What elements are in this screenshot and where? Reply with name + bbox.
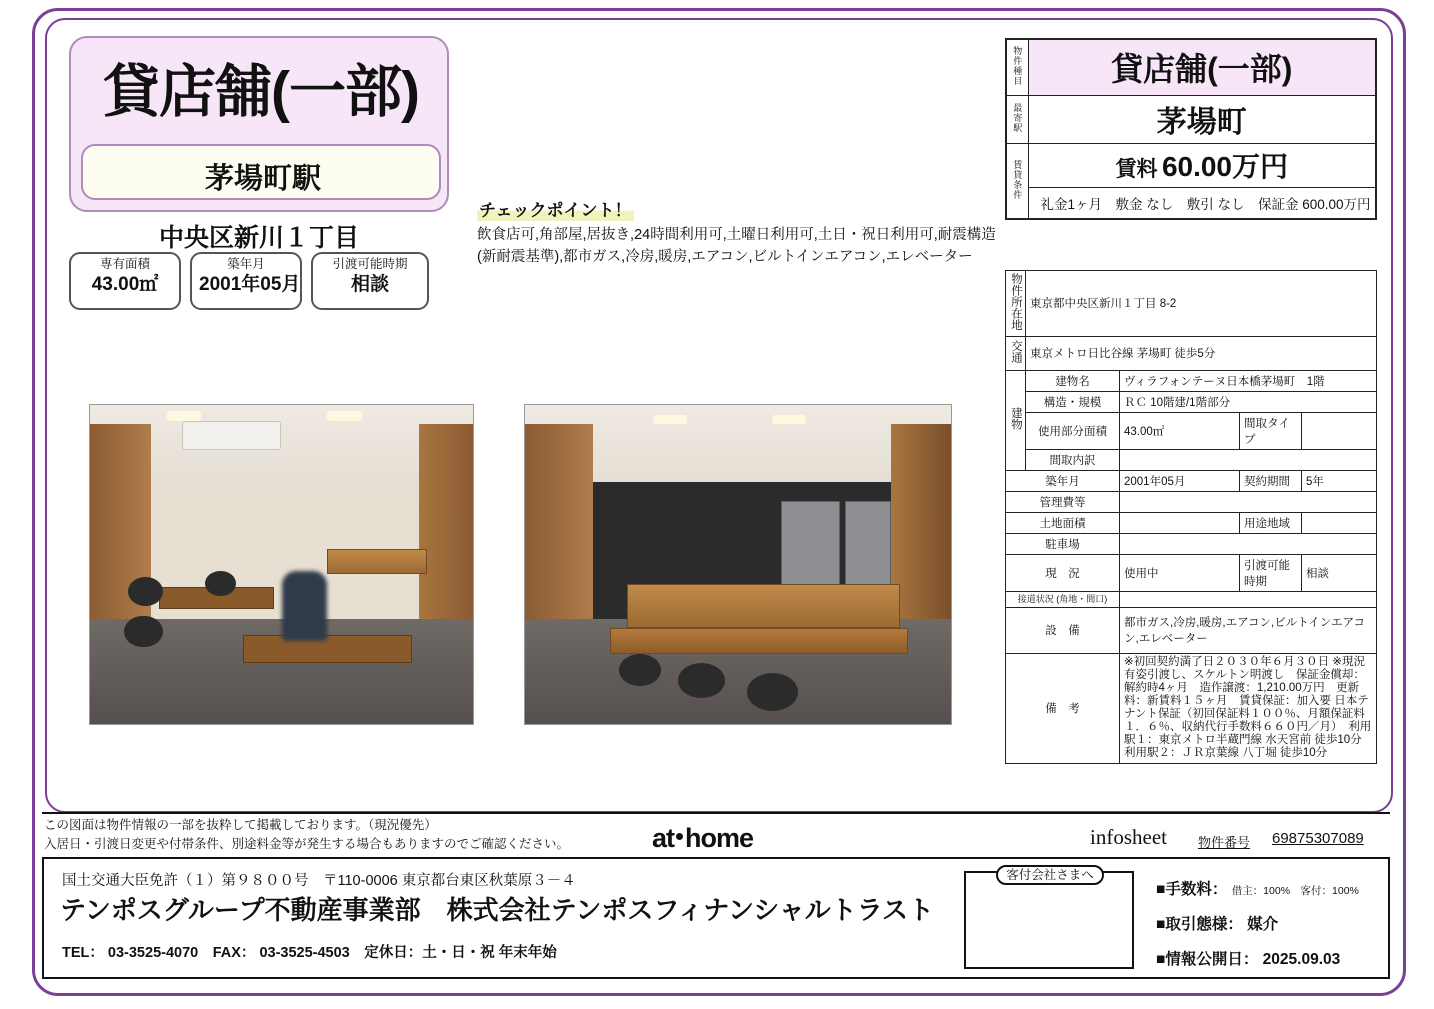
summary-value-rent: [1028, 143, 1376, 187]
summary-row-type: [1006, 39, 1376, 95]
detail-value-layout-type: [1302, 412, 1377, 449]
address-short: 中央区新川１丁目: [158, 224, 359, 252]
fee-publish-label: ■情報公開日： 2025.09.03: [1156, 951, 1341, 968]
detail-label-parking: 駐車場: [1006, 533, 1120, 554]
detail-label-access: 交通: [1006, 336, 1026, 370]
property-number: 69875307089: [1272, 830, 1364, 847]
summary-label-conditions: 賃貸条件: [1006, 143, 1028, 219]
detail-value-structure: ＲＣ 10階建/1階部分: [1120, 391, 1377, 412]
detail-label-land-area: 土地面積: [1006, 512, 1120, 533]
disclaimer-line-2: 入居日・引渡日変更や付帯条件、別途料金等が発生する場合もありますのでご確認ください。: [44, 837, 570, 851]
summary-label-station: 最寄駅: [1006, 95, 1028, 143]
spec-handover-value: 相談: [350, 274, 389, 295]
detail-value-built: 2001年05月: [1120, 470, 1240, 491]
detail-label-layout-type: 間取タイプ: [1240, 412, 1302, 449]
detail-label-area: 使用部分面積: [1026, 412, 1120, 449]
detail-table: [1005, 270, 1377, 764]
company-footer: [42, 857, 1390, 979]
detail-row-building-name: [1006, 370, 1377, 391]
agent-stamp-box: [964, 871, 1134, 969]
detail-row-area: [1006, 412, 1377, 449]
detail-label-building: 建物: [1006, 370, 1026, 470]
property-photo-1: [89, 404, 474, 725]
checkpoint-body: 飲食店可,角部屋,居抜き,24時間利用可,土曜日利用可,土日・祝日利用可,耐震構造(新耐震基準),都市ガス,冷房,暖房,エアコン,ビルトインエアコン,エレベーター: [477, 227, 996, 265]
spec-area: [69, 252, 181, 310]
detail-label-building-name: 建物名: [1026, 370, 1120, 391]
spec-area-value: 43.00㎡: [91, 274, 159, 295]
summary-row-rent: [1006, 143, 1376, 187]
detail-value-equipment: 都市ガス,冷房,暖房,エアコン,ビルトインエアコン,エレベーター: [1120, 607, 1377, 653]
summary-row-station: [1006, 95, 1376, 143]
summary-table: [1005, 38, 1377, 220]
detail-value-contract-term: 5年: [1302, 470, 1377, 491]
fee-row-transaction: [1156, 912, 1359, 934]
property-photo-2: [524, 404, 952, 725]
station-box: [81, 144, 441, 200]
detail-value-zoning: [1302, 512, 1377, 533]
detail-label-remarks: 備 考: [1006, 653, 1120, 763]
detail-label-mgmt-fee: 管理費等: [1006, 491, 1120, 512]
footer-divider: [42, 812, 1390, 814]
athome-dot-icon: [676, 833, 683, 840]
detail-label-equipment: 設 備: [1006, 607, 1120, 653]
fee-row-publish-date: [1156, 947, 1359, 969]
detail-label-status: 現 況: [1006, 554, 1120, 591]
detail-label-layout-detail: 間取内訳: [1026, 449, 1120, 470]
spec-built: [190, 252, 302, 310]
spec-handover-label: 引渡可能時期: [332, 257, 408, 271]
detail-row-layout-detail: [1006, 449, 1377, 470]
detail-value-mgmt-fee: [1120, 491, 1377, 512]
fee-commission-detail: 借主：100% 客付：100%: [1231, 885, 1359, 897]
detail-label-built: 築年月: [1006, 470, 1120, 491]
page-title: 貸店舗(一部): [103, 60, 419, 124]
detail-label-contract-term: 契約期間: [1240, 470, 1302, 491]
detail-label-zoning: 用途地域: [1240, 512, 1302, 533]
detail-value-layout-detail: [1120, 449, 1377, 470]
detail-row-road: [1006, 591, 1377, 607]
spec-built-label: 築年月: [227, 257, 265, 271]
detail-value-road: [1120, 591, 1377, 607]
detail-value-location: 東京都中央区新川１丁目 8-2: [1026, 271, 1377, 337]
detail-row-access: [1006, 336, 1377, 370]
detail-label-structure: 構造・規模: [1026, 391, 1120, 412]
summary-value-type: 貸店舗(一部): [1028, 39, 1376, 95]
fee-transaction-label: ■取引態様： 媒介: [1156, 916, 1279, 933]
detail-row-land-area: [1006, 512, 1377, 533]
detail-row-parking: [1006, 533, 1377, 554]
content-frame: [45, 18, 1393, 813]
agent-box-title: 客付会社さまへ: [996, 865, 1104, 885]
detail-label-road: 接道状況 (角地・間口): [1006, 591, 1120, 607]
license-text: 国土交通大臣免許（１）第９８００号 〒110-0006 東京都台東区秋葉原３－４: [62, 873, 576, 889]
summary-label-type: 物件種目: [1006, 39, 1028, 95]
summary-conditions-text: 礼金1ヶ月 敷金 なし 敷引 なし 保証金 600.00万円: [1028, 187, 1376, 219]
fee-list: [1156, 877, 1359, 982]
summary-value-station: 茅場町: [1028, 95, 1376, 143]
detail-row-location: [1006, 271, 1377, 337]
station-label: 茅場町駅: [204, 163, 321, 195]
detail-row-mgmt-fee: [1006, 491, 1377, 512]
fee-row-commission: [1156, 877, 1359, 899]
detail-value-building-name: ヴィラフォンテーヌ日本橋茅場町 1階: [1120, 370, 1377, 391]
detail-row-structure: [1006, 391, 1377, 412]
spec-row: [69, 252, 469, 310]
checkpoint-title: チェックポイント！: [477, 196, 634, 221]
detail-row-built: [1006, 470, 1377, 491]
detail-value-handover: 相談: [1302, 554, 1377, 591]
detail-value-land-area: [1120, 512, 1240, 533]
disclaimer-line-1: この図面は物件情報の一部を抜粋して掲載しております。（現況優先）: [44, 818, 437, 832]
summary-row-conditions: [1006, 187, 1376, 219]
detail-value-remarks: ※初回契約満了日２０３０年６月３０日 ※現況有姿引渡し、スケルトン明渡し 保証金償却：解約時4ヶ月 造作譲渡：1,210.00万円 更新料：新賃料１５ヶ月 賃貸保証：加入要 日本テナント保証（初回保証料１００％、月額保証料１．６％、収納代行手数料６６０円／月） 利用駅１：東京メトロ半蔵門線 水天宮前 徒歩10分 利用駅２：ＪＲ京葉線 八丁堀 徒歩10分: [1120, 653, 1377, 763]
detail-value-area: 43.00㎡: [1120, 412, 1240, 449]
rent-amount: 60.00万円: [1161, 151, 1289, 182]
company-name: テンポスグループ不動産事業部 株式会社テンポスフィナンシャルトラスト: [60, 895, 934, 925]
detail-label-handover: 引渡可能時期: [1240, 554, 1302, 591]
detail-value-status: 使用中: [1120, 554, 1240, 591]
detail-value-parking: [1120, 533, 1377, 554]
detail-row-remarks: [1006, 653, 1377, 763]
property-title-box: [69, 36, 449, 212]
detail-row-status: [1006, 554, 1377, 591]
contact-info: TEL： 03-3525-4070 FAX： 03-3525-4503 定休日：土・日・祝 年末年始: [62, 945, 557, 961]
detail-row-equipment: [1006, 607, 1377, 653]
infosheet-label: infosheet: [1090, 825, 1167, 849]
rent-prefix: 賃料: [1115, 158, 1158, 181]
detail-value-access: 東京メトロ日比谷線 茅場町 徒歩5分: [1026, 336, 1377, 370]
spec-handover: [311, 252, 429, 310]
fee-commission-label: ■手数料：: [1156, 881, 1228, 898]
property-number-label: 物件番号: [1198, 835, 1251, 850]
spec-area-label: 専有面積: [99, 257, 150, 271]
spec-built-value: 2001年05月: [199, 274, 301, 295]
athome-logo: at home: [652, 823, 754, 853]
detail-label-location: 物件所在地: [1006, 271, 1026, 337]
disclaimer: [44, 816, 569, 854]
